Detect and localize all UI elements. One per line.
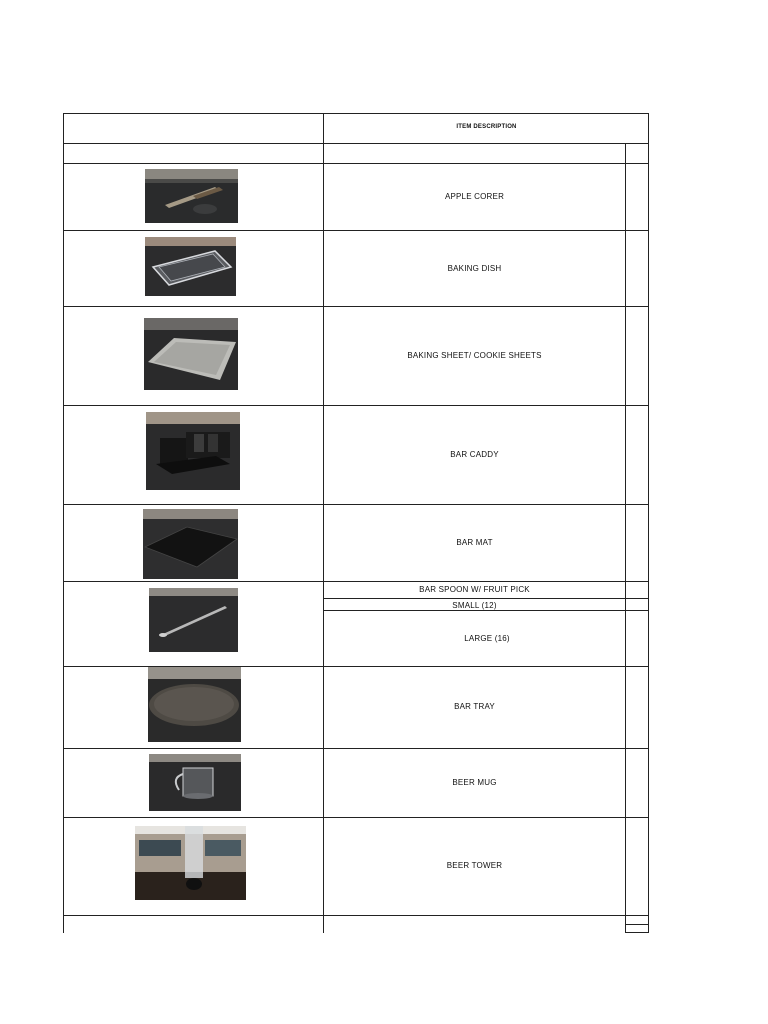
table-row-divider: [63, 748, 649, 749]
item-label: BAR TRAY: [454, 702, 495, 711]
apple-corer-photo: [145, 169, 238, 223]
table-left-border: [63, 113, 64, 933]
item-description-header: ITEM DESCRIPTION: [456, 124, 517, 130]
beer-tower-photo: [135, 826, 246, 900]
item-label: APPLE CORER: [444, 192, 505, 201]
item-sub-label: LARGE (16): [464, 634, 510, 643]
item-label: BEER TOWER: [446, 861, 503, 870]
table-top-border: [63, 113, 649, 114]
table-right-border: [648, 113, 649, 933]
table-row-divider: [63, 143, 649, 144]
table-subrow-divider: [324, 598, 649, 599]
table-subrow-divider: [324, 610, 649, 611]
item-sub-label: SMALL (12): [452, 601, 497, 610]
table-row-divider: [63, 581, 649, 582]
table-column-divider: [323, 113, 324, 933]
bar-tray-photo: [148, 667, 241, 742]
item-label: BEER MUG: [452, 778, 497, 787]
table-row-divider: [63, 817, 649, 818]
table-narrow-column-divider: [625, 143, 626, 933]
item-label: BAKING DISH: [447, 264, 502, 273]
table-row-divider: [63, 405, 649, 406]
baking-dish-photo: [145, 237, 236, 296]
item-label: BAKING SHEET/ COOKIE SHEETS: [407, 351, 542, 360]
table-row-divider: [63, 230, 649, 231]
item-label: BAR SPOON W/ FRUIT PICK: [419, 585, 530, 594]
table-row-divider: [63, 915, 649, 916]
bar-spoon-photo: [149, 588, 238, 652]
bar-caddy-photo: [146, 412, 240, 490]
table-row-divider: [63, 306, 649, 307]
item-label: BAR CADDY: [450, 450, 499, 459]
bar-mat-photo: [143, 509, 238, 579]
table-row-divider: [63, 504, 649, 505]
beer-mug-photo: [149, 754, 241, 811]
table-subrow-divider: [625, 932, 649, 933]
table-row-divider: [63, 163, 649, 164]
item-label: BAR MAT: [456, 538, 493, 547]
table-subrow-divider: [625, 924, 649, 925]
baking-sheet-photo: [144, 318, 238, 390]
